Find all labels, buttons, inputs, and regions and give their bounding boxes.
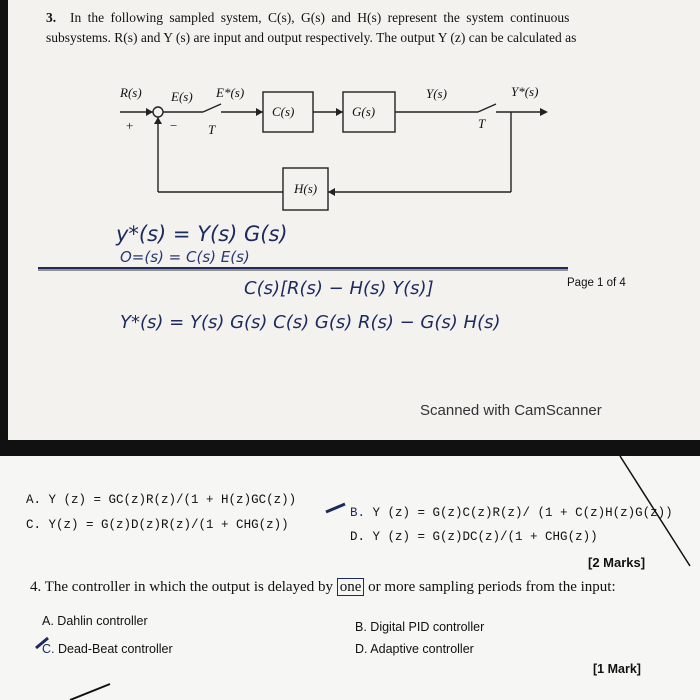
question4-boxed-word: one: [337, 578, 365, 596]
marks-q3: [2 Marks]: [588, 555, 646, 570]
pen-marks: [0, 456, 700, 700]
label-g: G(s): [352, 104, 376, 119]
q4-option-d-label: D.: [355, 642, 368, 656]
label-t1: T: [208, 122, 216, 137]
handwriting-line1: y*(s) = Y(s) G(s): [116, 222, 288, 246]
option-c-text: Y(z) = G(z)D(z)R(z)/(1 + CHG(z)): [48, 518, 289, 532]
option-a-label: A.: [26, 493, 42, 507]
page-label: Page 1 of 4: [567, 277, 626, 289]
label-h: H(s): [294, 181, 318, 196]
summing-junction: [153, 107, 163, 117]
q4-option-c-label: C.: [42, 642, 55, 656]
label-y: Y(s): [426, 86, 447, 101]
label-e: E(s): [171, 89, 193, 104]
q4-option-b-text: Digital PID controller: [370, 620, 485, 634]
question4-text-a: The controller in which the output is delayed by: [44, 579, 333, 595]
option-c-label: C.: [26, 518, 42, 532]
scanned-page-bottom: [0, 456, 700, 700]
q4-option-b-label: B.: [355, 620, 367, 634]
question3-number: 3.: [46, 10, 57, 25]
option-b-label: B.: [350, 506, 366, 520]
sampler-1: [203, 104, 221, 112]
label-c: C(s): [272, 104, 295, 119]
label-estar: E*(s): [216, 85, 245, 100]
option-d-text: Y (z) = G(z)DC(z)/(1 + CHG(z)): [372, 530, 598, 544]
option-d-label: D.: [350, 530, 366, 544]
label-plus: +: [126, 118, 134, 133]
q4-option-a-text: Dahlin controller: [57, 614, 148, 628]
option-b-text: Y (z) = G(z)C(z)R(z)/ (1 + C(z)H(z)G(z)): [372, 506, 673, 520]
question3-line2: subsystems. R(s) and Y (s) are input and output respectively. The output Y (z) can be calculated as: [46, 30, 577, 45]
handwriting-line3: C(s)[R(s) − H(s) Y(s)]: [244, 278, 434, 299]
q4-option-a-label: A.: [42, 614, 54, 628]
option-a-text: Y (z) = GC(z)R(z)/(1 + H(z)GC(z)): [48, 493, 297, 507]
label-minus: −: [170, 118, 178, 133]
handwriting-line4: Y*(s) = Y(s) G(s) C(s) G(s) R(s) − G(s) H(s): [120, 312, 501, 333]
question4-text-b: or more sampling periods from the input:: [368, 579, 616, 595]
label-t2: T: [478, 116, 486, 131]
label-r: R(s): [120, 85, 142, 100]
label-ystar: Y*(s): [511, 84, 539, 99]
question3-line1: In the following sampled system, C(s), G(s) and H(s) represent the system continuous: [70, 10, 570, 25]
block-diagram: [8, 0, 700, 440]
scanned-page-top: [8, 0, 700, 440]
sampler-2: [478, 104, 496, 112]
question4-number: 4.: [30, 579, 42, 595]
scanner-label: Scanned with CamScanner: [420, 402, 602, 419]
q4-option-c-text: Dead-Beat controller: [57, 642, 173, 656]
marks-q4: [1 Mark]: [593, 662, 641, 676]
handwriting-line2: O=(s) = C(s) E(s): [120, 248, 250, 266]
q4-option-d-text: Adaptive controller: [370, 642, 474, 656]
